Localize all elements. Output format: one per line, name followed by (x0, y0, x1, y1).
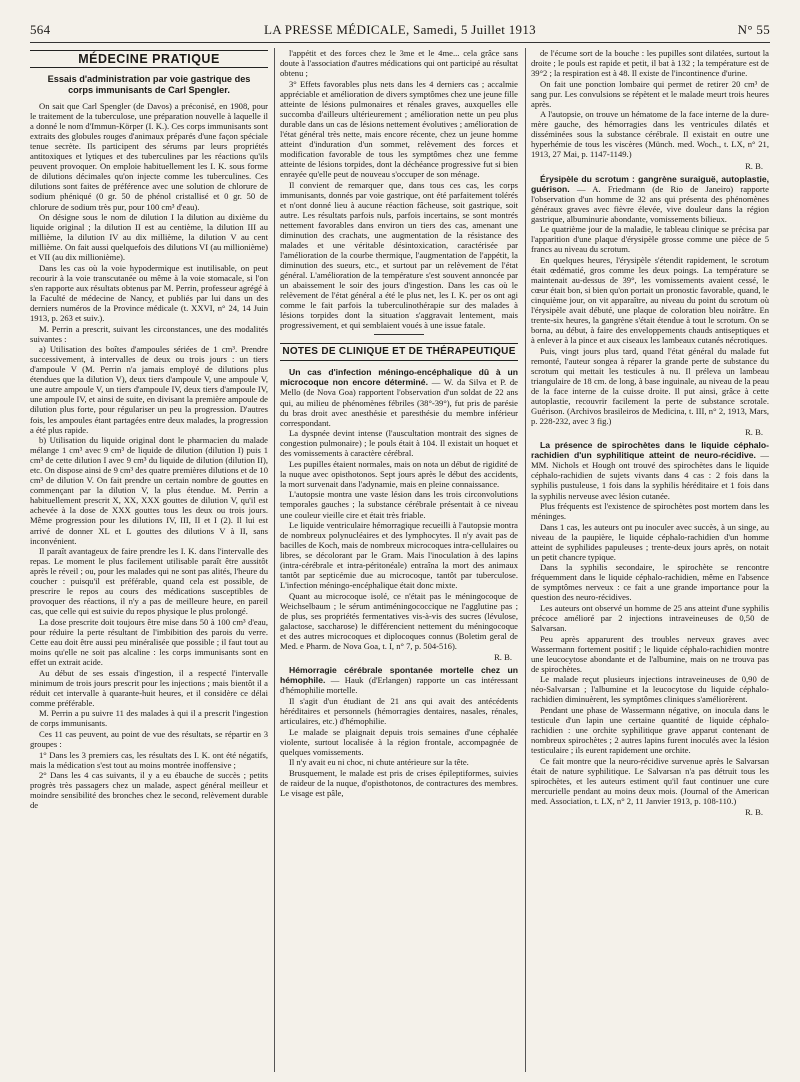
section-title: MÉDECINE PRATIQUE (30, 50, 268, 68)
paragraph: On désigne sous le nom de dilution I la dilution au dixième du liquide original ; la dilution II est au centième, la dilution III au millième, la dilution IV au dix millième, la dilution V au cent millième. On fait aussi quelquefois des dilutions VI (au millionième) et VII (au dix millionième). (30, 212, 268, 263)
paragraph: 1° Dans les 3 premiers cas, les résultats des I. K. ont été négatifs, mais la médication s'est tout au moins montrée inoffensive ; (30, 749, 268, 770)
paragraph: On sait que Carl Spengler (de Davos) a préconisé, en 1908, pour le traitement de la tuberculose, une préparation nouvelle à laquelle il a donné le nom d'Immun-Körper (I. K.). Ces corps immunisants sont extraits des globules rouges d'animaux préparés d'une façon spéciale tenue secrète. Ils participent des sérums par leurs propriétés antitoxiques et lytiques et des tuberculines par les réactions qu'ils peuvent provoquer. On emploie habituellement les I. K. sous forme de dilutions décimales qu'on injecte comme les tuberculines. Ces dilutions sont faites de préférence avec une solution de chlorure de sodium phéniqué (0 gr. 50 de phénol cristallisé et 0 gr. 50 de chlorure de sodium très pur, pour 100 cm³ d'eau). (30, 101, 268, 212)
paragraph: a) Utilisation des boîtes d'ampoules sériées de 1 cm³. Prendre successivement, à intervalles de deux ou trois jours : un tiers d'ampoule V (M. Perrin n'a jamais employé de dilutions plus étendues que la dilution V), deux tiers d'ampoule V, une ampoule V, une autre ampoule V, un tiers d'ampoule IV, deux tiers d'ampoule IV, une ampoule IV, et ainsi de suite, en divisant la première ampoule de dilution plus forte, pour régulariser un peu la progression. D'autres fois, les ampoules étant partagées entre deux malades, la progression a été plus rapide. (30, 344, 268, 435)
paragraph: Puis, vingt jours plus tard, quand l'état général du malade fut remonté, l'auteur songea à réparer la grande perte de substance du scrotum qui mettait les testicules à nu. Il préleva un lambeau triangulaire de 18 cm. de long, à base inguinale, au niveau de la peau de la face interne de la cuisse droite. Il put ainsi, grâce à cette autoplastie, recouvrir facilement la perte de substance scrotale. Guérison. (Archivos brasileiros de Medicina, t. III, n° 2, 1913, Mars, p. 228-232, avec 3 fig.) (531, 345, 769, 427)
article-intro: — A. Friedmann (de Rio de Janeiro) rapporte l'observation d'un homme de 32 ans qui présenta des phénomènes généraux graves avec fièvre élevée, vive douleur dans la région gastrique, albuminurie abondante, vomissements bilieux. (531, 183, 769, 224)
paragraph: Dans 1 cas, les auteurs ont pu inoculer avec succès, à un singe, au niveau de la paupière, le liquide céphalo-rachidien d'un homme atteint de syphilides papuleuses ; trente-deux jours après, on notait un petit chancre typique. (531, 521, 769, 562)
paragraph: Les pupilles étaient normales, mais on nota un début de rigidité de la nuque avec opisthotonos. Sept jours après le début des accidents, la mort survenait dans l'adynamie, mais en pleine connaissance. (280, 458, 518, 489)
paragraph: Pendant une phase de Wassermann négative, on inocula dans le testicule d'un lapin une certaine quantité de liquide céphalo-rachidien : une orchite syphilitique grave apparut contenant de nombreux spirochètes ; 2 autres lapins furent inoculés avec la lésion testiculaire ; ils eurent rapidement une orchite. (531, 705, 769, 756)
article-title: Essais d'administration par voie gastrique des corps immunisants de Carl Spengler. (47, 74, 251, 95)
paragraph: La dose prescrite doit toujours être mise dans 50 à 100 cm³ d'eau, pour réduire la perte résultant de l'imbibition des parois du verre. Cette eau doit être aussi peu minéralisée que possible ; il faut tout au moins qu'elle ne soit pas alcaline : les corps immunisants sont en effet un extrait acide. (30, 616, 268, 668)
paragraph: Les auteurs ont observé un homme de 25 ans atteint d'une syphilis précoce amélioré par 2 injections intraveineuses de 0,50 de Salvarsan. (531, 603, 769, 634)
paragraph: La dyspnée devint intense (l'auscultation montrait des signes de congestion pulmonaire) ; le pouls était à 104. Il existait un hoquet et des vomissements à caractère cérébral. (280, 428, 518, 459)
paragraph: Brusquement, le malade est pris de crises épileptiformes, suivies de raideur de la nuque, d'opisthotonos, de contractures des membres. Le visage est pâle, (280, 767, 518, 798)
journal-title: LA PRESSE MÉDICALE, Samedi, 5 Juillet 1913 (264, 22, 536, 37)
paragraph: Ce fait montre que la neuro-récidive survenue après le Salvarsan était de nature syphilitique. Le Salvarsan n'a pas détruit tous les spirochètes, et les auteurs estiment qu'il faut continuer une cure mercurielle pendant au moins deux mois. (Journal of the American med. Association, t. LX, n° 2, 11 Janvier 1913, p. 108-110.) (531, 755, 769, 806)
signature: R. B. (745, 160, 763, 171)
article-end-rule (374, 334, 424, 335)
paragraph: On fait une ponction lombaire qui permet de retirer 20 cm³ de sang pur. Les convulsions se répètent et le malade meurt trois heures après. (531, 78, 769, 109)
article-intro: — Hauk (d'Erlangen) rapporte un cas intéressant d'hémophilie mortelle. (280, 675, 518, 696)
article-heading (280, 367, 518, 427)
article-intro: — MM. Nichols et Hough ont trouvé des spirochètes dans le liquide céphalo-rachidien de sujets vivants dans 4 cas : 2 fois dans la syphilis pustuleuse, 1 fois dans la syphilis héréditaire et 1 fois dans la syphilis nerveuse avec lésion cutanée. (531, 450, 769, 501)
article-title: Érysipèle du scrotum : gangrène suraiguë, autoplastie, guérison. (531, 173, 769, 194)
paragraph: Au début de ses essais d'ingestion, il a respecté l'intervalle minimum de trois jours prescrit pour les injections ; mais bientôt il a réduit cet intervalle à quarante-huit heures, et il considère ce délai comme préférable. (30, 667, 268, 708)
paragraph: b) Utilisation du liquide original dont le pharmacien du malade mélange 1 cm³ avec 9 cm³ de liquide de dilution (dilution I) puis 1 cm³ de cette dilution I avec 9 cm³ du liquide de dilution (dilution II), etc. On dispose ainsi de 9 cm³ des quatre premières dilutions et de 10 cm³ de dilution V. On fait prendre un certain nombre de gouttes en commençant par la dilution V, la plus étendue. M. Perrin a habituellement prescrit X, XX, XXX gouttes de dilution V, qu'il est achevée à la dose de XXX gouttes tous les deux ou trois jours. Même progression pour les dilutions IV, III, II et I (2). Il lui est arrivé de donner XL et L gouttes des dilutions V à II, sans inconvénient. (30, 435, 268, 546)
paragraph: 3° Effets favorables plus nets dans les 4 derniers cas ; accalmie appréciable et amélioration de divers symptômes chez une jeune fille atteinte de lésions pulmonaires et rénales graves, auxquelles elle succomba d'ailleurs ultérieurement ; amélioration nette un peu plus durable dans un cas de lésions nettement évolutives ; amélioration de l'état général très nette, mais encore récente, chez un jeune homme atteint d'induration d'un sommet, relèvement des forces et modification favorable de tous les symptômes chez une femme atteinte de lésions torpides, dont la déchéance progressive fut si bien enrayée qu'elle peut de nouveau s'occuper de son ménage. (280, 78, 518, 180)
column-divider (274, 48, 275, 1072)
paragraph: Il n'y avait eu ni choc, ni chute antérieure sur la tête. (289, 757, 469, 768)
column-3 (531, 48, 769, 1072)
article-heading (531, 174, 769, 224)
article-heading (531, 440, 769, 500)
paragraph: L'autopsie montra une vaste lésion dans les trois circonvolutions temporales gauches ; la substance cérébrale présentait à ce niveau une couleur vieille cire et était très friable. (280, 489, 518, 520)
signature: R. B. (745, 427, 763, 438)
paragraph: A l'autopsie, on trouve un hématome de la face interne de la dure-mère gauche, des hémorragies dans les ventricules dilatés et disséminées sous la substance cérébrale. Il existait en outre une hyperhémie de tous les viscères (Münch. med. Woch., t. LX, n° 21, 1913, 27 Mai, p. 1147-1149.) (531, 109, 769, 160)
signature: R. B. (745, 806, 763, 817)
paragraph: Il convient de remarquer que, dans tous ces cas, les corps immunisants, donnés par voie gastrique, ont été parfaitement tolérés et n'ont donné lieu à aucune réaction fâcheuse, soit gastrique, soit autre. Les résultats parfois nuls, parfois incertains, se sont montrés nettement favorables dans environ un tiers des cas, amenant une diminution des crachats, une augmentation de la résistance des malades et une véritable désintoxication, caractérisée par l'amélioration de la courbe thermique, l'augmentation de l'appétit, la diminution des sueurs, etc., et surtout par un relèvement de l'état général. L'amélioration de la température s'est souvent annoncée par un abaissement le soir des jours d'ingestion. Dans les cas où le relèvement de l'état général a été le plus net, les I. K. per os ont agi comme le fait parfois la tuberculinothérapie sur des malades à lésions torpides dont la situation s'aggravait lentement, mais progressivement, et qui semblaient voués à une issue fatale. (280, 179, 518, 331)
header-rule (30, 42, 770, 43)
paragraph: Ces 11 cas peuvent, au point de vue des résultats, se répartir en 3 groupes : (30, 728, 268, 749)
article-title: La présence de spirochètes dans le liquide céphalo-rachidien d'un syphilitique atteint de neuro-récidive. (531, 440, 769, 461)
column-2 (280, 48, 518, 1072)
paragraph: M. Perrin a prescrit, suivant les circonstances, une des modalités suivantes : (30, 323, 268, 344)
section-title: NOTES DE CLINIQUE ET DE THÉRAPEUTIQUE (280, 343, 518, 361)
paragraph: Le liquide ventriculaire hémorragique recueilli à l'autopsie montra de nombreux polynucléaires et des lymphocytes. Il n'y avait pas de bacilles de Koch, mais de nombreux microcoques intra-cellulaires ou libres, se décolorant par le Gram. Mais l'inoculation à des lapins (intra-cérébrale et intra-péritonéale) entraîna la mort des animaux tantôt par septicémie due au microcoque, tantôt par tuberculose. L'infection méningo-encéphalique était donc mixte. (280, 520, 518, 591)
paragraph: En quelques heures, l'érysipèle s'étendit rapidement, le scrotum était œdématié, gros comme les deux poings. La température se maintenait au-dessus de 39°, les vomissements avaient cessé, le cœur était bon, si bien qu'on portait un pronostic favorable, quand, le cinquième jour, on vit apparaître, au niveau du point du scrotum où l'érysipèle avait débuté, une plaque de coloration bleu noirâtre. En trente-six heures, la gangrène s'était étendue à tout le scrotum. On se borna, au début, à faire des enveloppements chauds antiseptiques et à enlever à la pince et aux ciseaux les lambeaux cutanés nécrotiques. (531, 254, 769, 346)
column-divider (525, 48, 526, 1072)
article-heading (280, 665, 518, 695)
article-title: Un cas d'infection méningo-encéphalique dû à un microcoque non encore déterminé. (280, 367, 518, 388)
paragraph: Plus fréquents est l'existence de spirochètes post mortem dans les méninges. (531, 501, 769, 522)
paragraph: de l'écume sort de la bouche : les pupilles sont dilatées, surtout la droite ; le pouls est rapide et petit, il bat à 132 ; la température est de 39°2 ; la respiration est à 48. Il existe de l'incontinence d'urine. (531, 48, 769, 79)
paragraph: Peu après apparurent des troubles nerveux graves avec Wassermann fortement positif ; le liquide céphalo-rachidien montre une leucocytose abondante et de l'albumine, mais on ne trouva pas de spirochètes. (531, 633, 769, 674)
paragraph: Il s'agit d'un étudiant de 21 ans qui avait des antécédents héréditaires et personnels (hémorragies dentaires, nasales, rénales, articulaires, etc.) d'hémophilie. (280, 695, 518, 726)
paragraph: Il paraît avantageux de faire prendre les I. K. dans l'intervalle des repas. Le moment le plus facilement utilisable paraît être aussitôt après le réveil ; ou, pour les malades qui ne sont pas alités, l'heure du coucher : puisqu'il est préférable, quand cela est possible, de prescrire le repos au cours des médications susceptibles de provoquer des réactions, il n'y a pas de meilleure heure, en pareil cas, que celle qui est suivie du repos physique le plus prolongé. (30, 546, 268, 617)
column-1 (30, 48, 268, 1072)
paragraph: 2° Dans les 4 cas suivants, il y a eu ébauche de succès ; petits progrès très passagers chez un malade, aspect général meilleur et moindre sensibilité des bronches chez le second, relèvement durable de (30, 770, 268, 811)
paragraph: Dans la syphilis secondaire, le spirochète se rencontre fréquemment dans le liquide céphalo-rachidien, même en l'absence de symptômes nerveux : ce fait a une grande importance pour la question des neuro-récidives. (531, 562, 769, 603)
paragraph: Le quatrième jour de la maladie, le tableau clinique se précisa par l'apparition d'une plaque d'érysipèle grosse comme une pièce de 5 francs au niveau du scrotum. (531, 224, 769, 255)
paragraph: Quant au microcoque isolé, ce n'était pas le méningocoque de Weichselbaum ; le sérum antiméningococcique ne l'agglutine pas ; de plus, ses propriétés fermentatives vis-à-vis des sucres (lévulose, galactose, saccharose) le différencient nettement du méningocoque et des autres microcoques et diplocoques connus (Boletim geral de Med. e Pharm. de Nova Goa, t. I, n° 7, p. 504-516). (280, 590, 518, 652)
paragraph: M. Perrin a pu suivre 11 des malades à qui il a prescrit l'ingestion de corps immunisants. (30, 708, 268, 729)
article-intro: — W. da Silva et P. de Mello (de Nova Goa) rapportent l'observation d'un soldat de 22 ans qui, au milieu de phénomènes fébriles (38°-39°), fut pris de parésie du bras droit avec anesthésie et paresthésie du membre inférieur correspondant. (280, 377, 518, 428)
article-title: Hémorragie cérébrale spontanée mortelle chez un hémophile. (280, 665, 518, 686)
paragraph: Dans les cas où la voie hypodermique est inutilisable, on peut recourir à la voie transcutanée ou même à la voie stomacale, si l'on s'en rapporte aux résultats obtenus par M. Perrin, professeur agrégé à la Faculté de médecine de Nancy, et publiés par lui dans un des derniers numéros de la Province médicale (t. XXVI, n° 24, 14 Juin 1913, p. 263 et suiv.). (30, 262, 268, 324)
signature: R. B. (494, 652, 512, 663)
issue-number: N° 55 (737, 22, 770, 37)
paragraph: Le malade se plaignait depuis trois semaines d'une céphalée violente, surtout localisée à la région frontale, accompagnée de quelques vomissements. (280, 726, 518, 757)
page-number: 564 (30, 22, 51, 37)
paragraph: Le malade reçut plusieurs injections intraveineuses de 0,90 de néo-Salvarsan ; l'albumine et la leucocytose du liquide céphalo-rachidien diminuèrent, les symptômes cliniques s'améliorèrent. (531, 674, 769, 705)
paragraph: l'appétit et des forces chez le 3me et le 4me... cela grâce sans doute à l'association d'autres médications qui ont participé au résultat obtenu ; (280, 48, 518, 79)
running-head (30, 22, 770, 40)
